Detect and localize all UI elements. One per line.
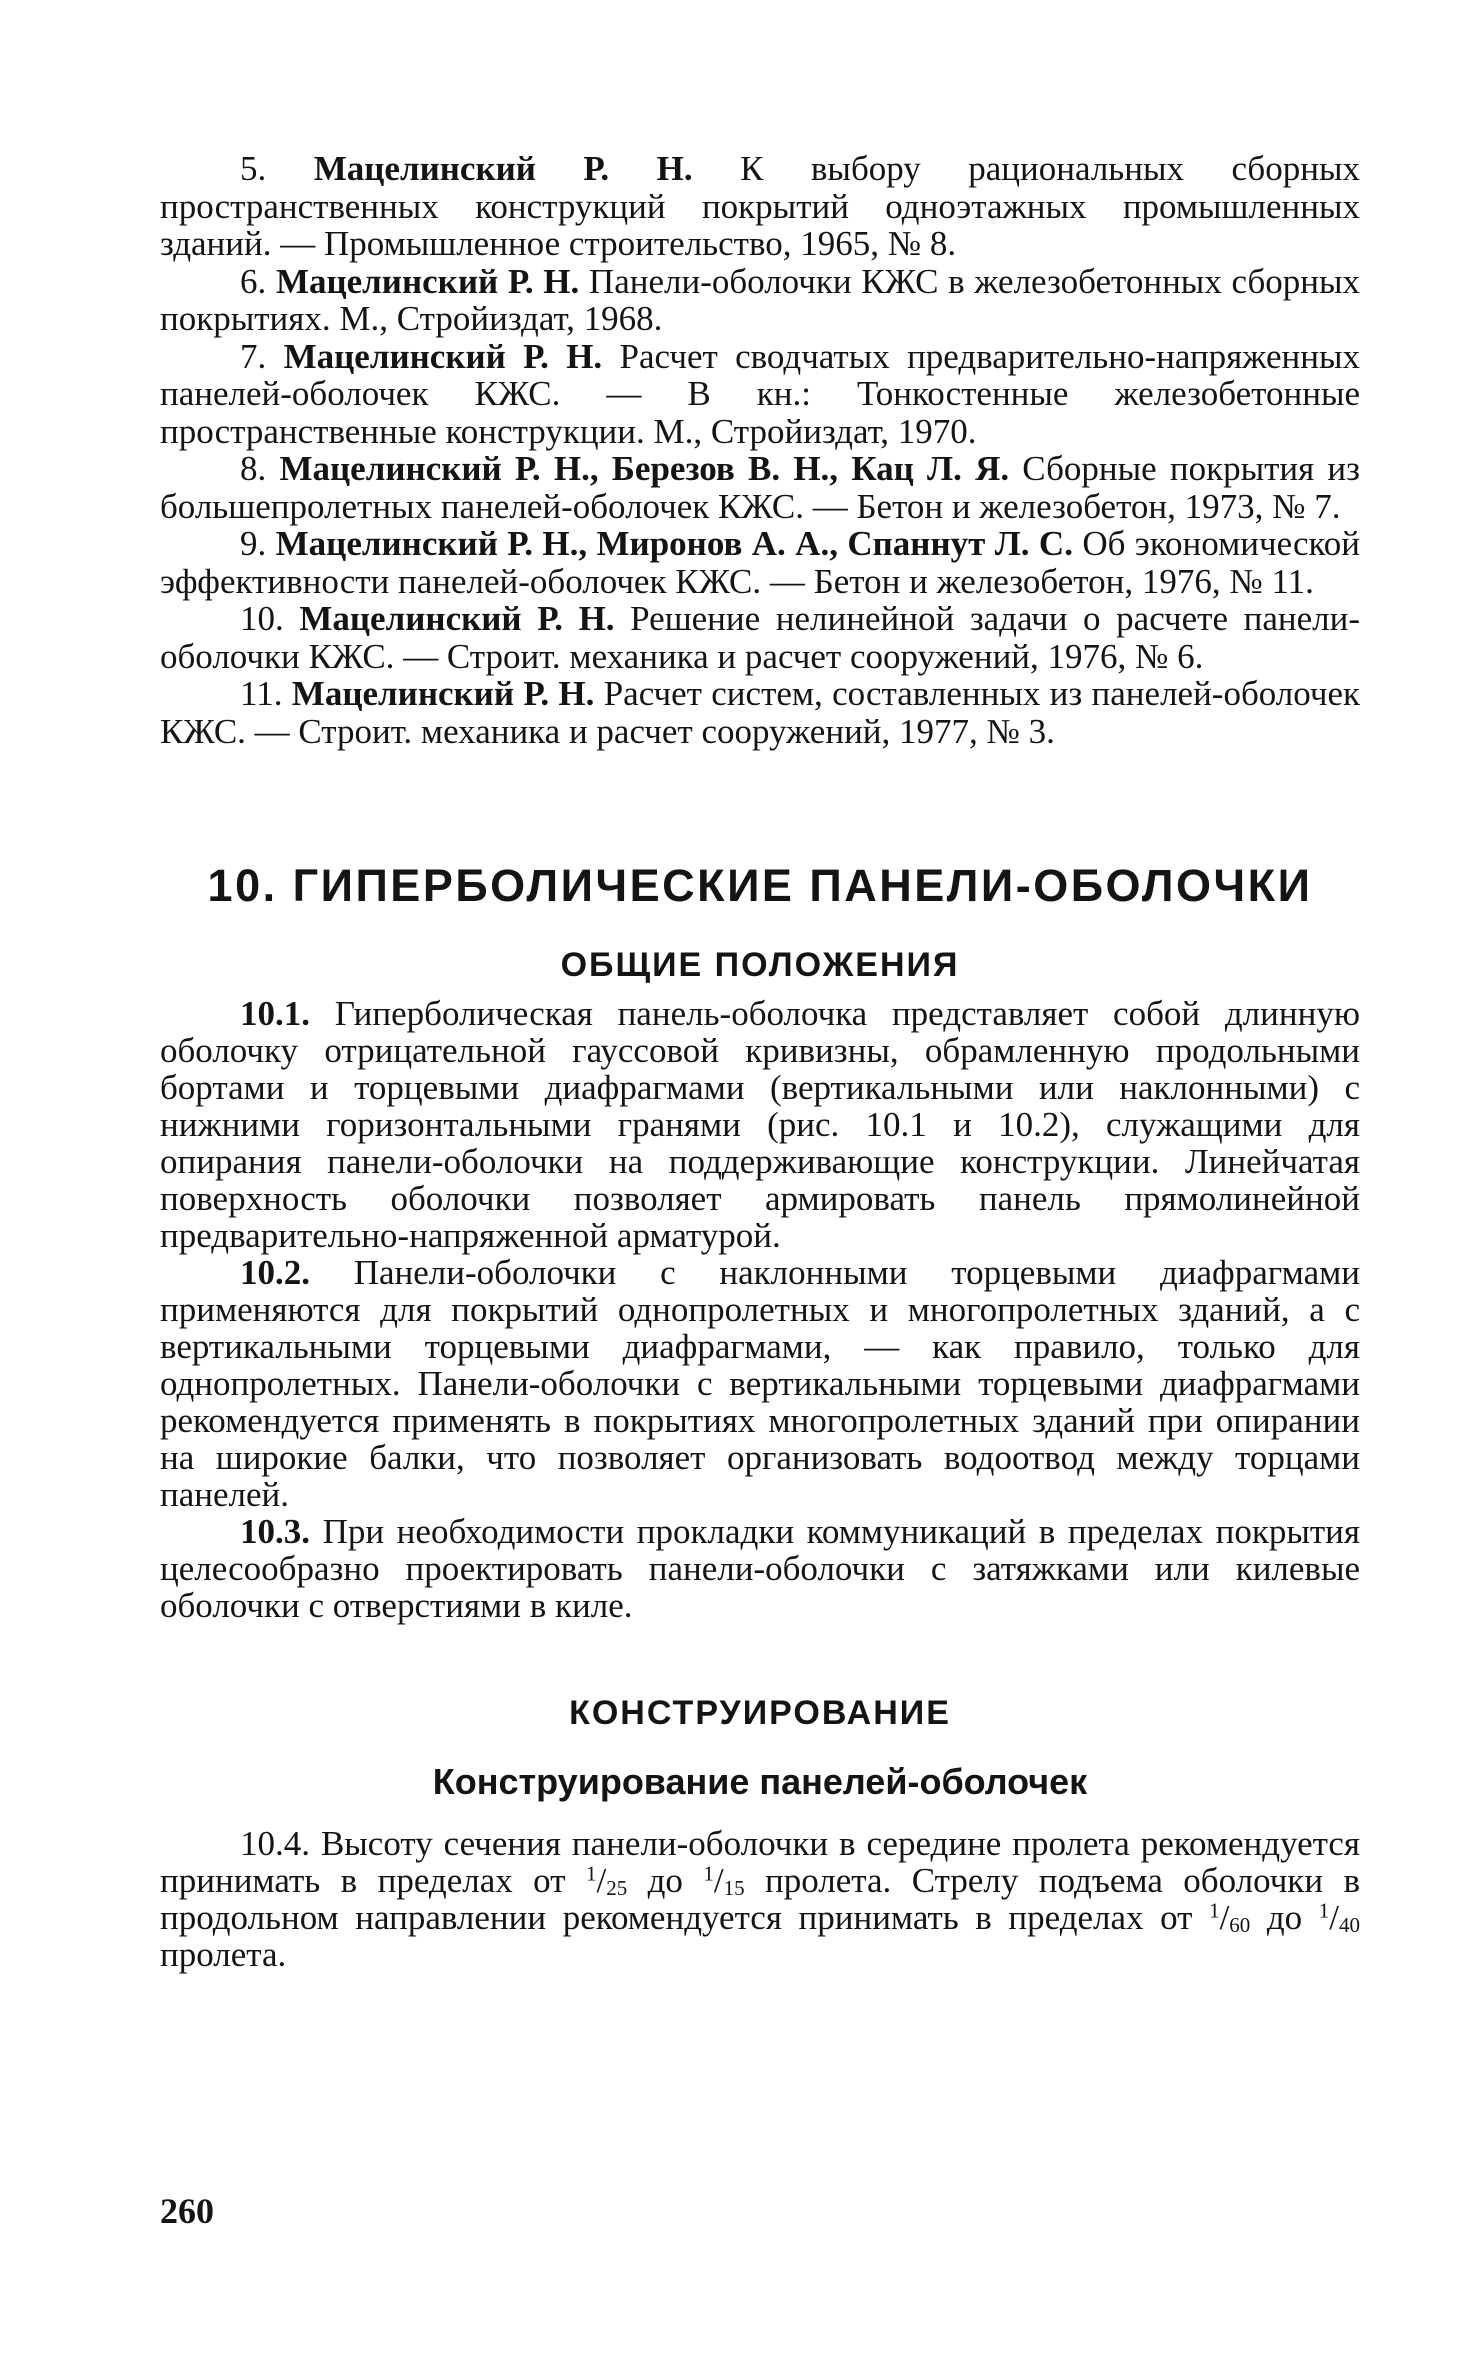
reference-item: 6. Мацелинский Р. Н. Панели-оболочки КЖС в железобетонных сборных покрытиях. М., Стройиздат, 1968. bbox=[160, 261, 1361, 338]
paragraph-10-3: 10.3. При необходимости прокладки коммуникаций в пределах покрытия целесообразно проектировать панели-оболочки с затяжками или килевые оболочки с отверстиями в киле. bbox=[160, 1512, 1360, 1625]
references-list bbox=[160, 150, 1360, 750]
reference-author: Мацелинский Р. Н., Миронов А. А., Спаннут Л. С. bbox=[275, 524, 1073, 563]
reference-author: Мацелинский Р. Н. bbox=[299, 599, 615, 638]
chapter-title: 10. ГИПЕРБОЛИЧЕСКИЕ ПАНЕЛИ-ОБОЛОЧКИ bbox=[207, 860, 1313, 911]
reference-author: Мацелинский Р. Н. bbox=[313, 149, 693, 188]
reference-item: 7. Мацелинский Р. Н. Расчет сводчатых предварительно-напряженных панелей-оболочек КЖС. — В кн.: Тонкостенные железобетонные пространственные конструкции. М., Стройиздат, 1970. bbox=[160, 336, 1361, 451]
design-paragraphs bbox=[160, 1825, 1360, 1973]
reference-author: Мацелинский Р. Н. bbox=[283, 336, 603, 376]
reference-item: 5. Мацелинский Р. Н. К выбору рациональных сборных пространственных конструкций покрытий одноэтажных промышленных зданий. — Промышленное строительство, 1965, № 8. bbox=[160, 149, 1360, 263]
section-heading-design: КОНСТРУИРОВАНИЕ bbox=[569, 1694, 951, 1732]
page-number: 260 bbox=[160, 2191, 214, 2231]
reference-item: 11. Мацелинский Р. Н. Расчет систем, составленных из панелей-оболочек КЖС. — Строит. механика и расчет сооружений, 1977, № 3. bbox=[160, 674, 1361, 751]
reference-item: 9. Мацелинский Р. Н., Миронов А. А., Спаннут Л. С. Об экономической эффективности панелей-оболочек КЖС. — Бетон и железобетон, 1976, № 11. bbox=[160, 524, 1361, 601]
subsection-heading: Конструирование панелей-оболочек bbox=[432, 1761, 1088, 1802]
reference-item: 8. Мацелинский Р. Н., Березов В. Н., Кац Л. Я. Сборные покрытия из большепролетных панелей-оболочек КЖС. — Бетон и железобетон, 1973, № 7. bbox=[160, 449, 1360, 526]
section-heading-general: ОБЩИЕ ПОЛОЖЕНИЯ bbox=[560, 946, 960, 984]
reference-author: Мацелинский Р. Н. bbox=[275, 261, 580, 301]
general-provisions bbox=[160, 995, 1360, 1624]
reference-author: Мацелинский Р. Н., Березов В. Н., Кац Л. Я. bbox=[279, 449, 1010, 488]
paragraph-10-4: 10.4. Высоту сечения панели-оболочки в середине пролета рекомендуется принимать в пределах от $^1/_{25}$ до $^1/_{15}$ пролета. Стрелу подъема оболочки в продольном направлении рекомендуется принимать в пределах от $^1/_{60}$ до $^1/_{40}$ пролета. bbox=[160, 1824, 1360, 1974]
paragraph-10-2: 10.2. Панели-оболочки с наклонными торцевыми диафрагмами применяются для покрытий однопролетных и многопролетных зданий, а с вертикальными торцевыми диафрагмами, — как правило, только для однопролетных. Панели-оболочки с вертикальными торцевыми диафрагмами рекомендуется применять в покрытиях многопролетных зданий при опирании на широкие балки, что позволяет организовать водоотвод между торцами панелей. bbox=[160, 1253, 1360, 1514]
paragraph-10-1: 10.1. Гиперболическая панель-оболочка представляет собой длинную оболочку отрицательной гауссовой кривизны, обрамленную продольными бортами и торцевыми диафрагмами (вертикальными или наклонными) с нижними горизонтальными гранями (рис. 10.1 и 10.2), служащими для опирания панели-оболочки на поддерживающие конструкции. Линейчатая поверхность оболочки позволяет армировать панель прямолинейной предварительно-напряженной арматурой. bbox=[160, 994, 1360, 1255]
page-content bbox=[160, 150, 1360, 1973]
reference-author: Мацелинский Р. Н. bbox=[291, 674, 595, 713]
reference-item: 10. Мацелинский Р. Н. Решение нелинейной задачи о расчете панели-оболочки КЖС. — Строит. механика и расчет сооружений, 1976, № 6. bbox=[160, 599, 1360, 676]
